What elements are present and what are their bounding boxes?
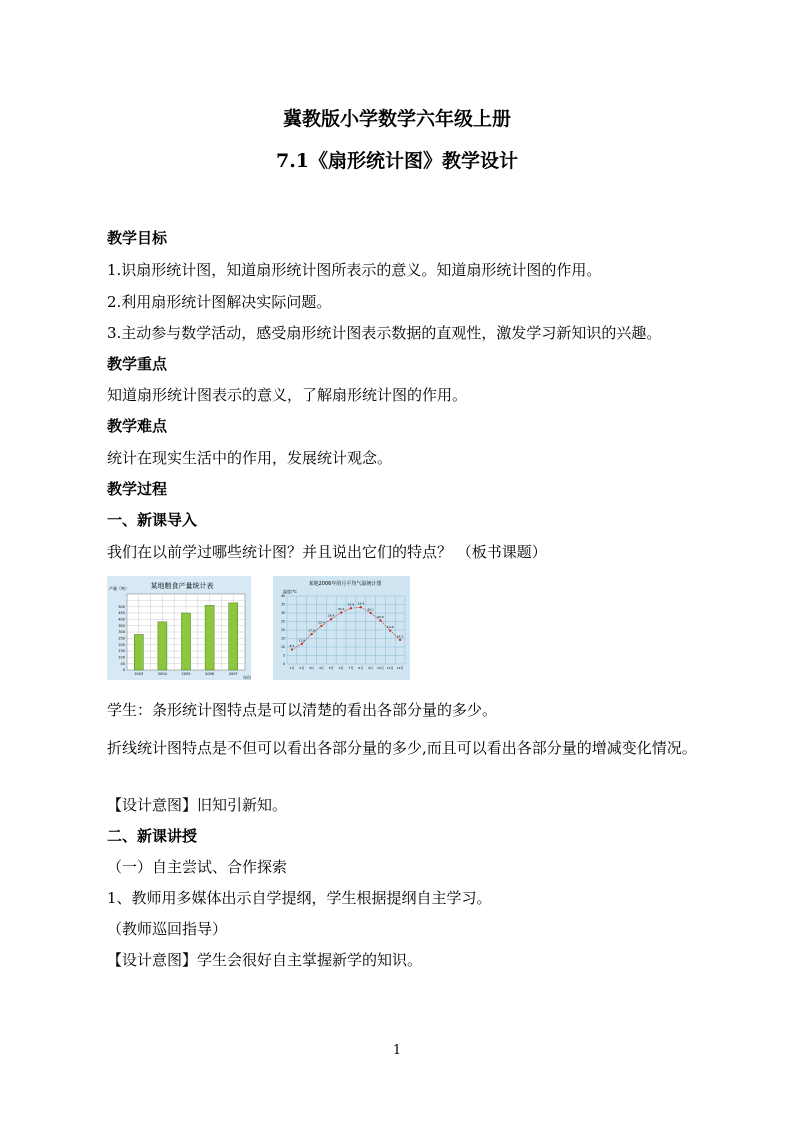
heading-difficulty: 教学难点 <box>107 417 168 435</box>
goal-2: 2.利用扇形统计图解决实际问题。 <box>107 293 332 311</box>
bar-y-tick-label: 150 <box>118 649 125 654</box>
bar-y-tick-label: 300 <box>118 630 125 635</box>
line-data-label: 30.2 <box>337 607 345 612</box>
line-data-label: 22.4 <box>318 620 325 625</box>
bar-y-tick-label: 350 <box>118 623 125 628</box>
page-number: 1 <box>392 1043 402 1058</box>
difficulty-text: 统计在现实生活中的作用，发展统计观念。 <box>107 449 393 467</box>
bar-x-tick-label: 2006 <box>205 672 215 676</box>
line-chart-image <box>273 576 410 680</box>
line-x-tick-label: 5月 <box>328 666 334 670</box>
line-data-label: 30.1 <box>367 607 374 612</box>
line-x-tick-label: 1月 <box>289 666 295 670</box>
line-point <box>340 611 342 613</box>
line-chart <box>273 576 410 680</box>
line-chart-ylabel: 温度/℃ <box>283 589 297 594</box>
line-y-tick-label: 10 <box>280 645 285 650</box>
line-y-tick-label: 15 <box>280 636 285 641</box>
line-point <box>360 606 362 608</box>
doc-subtitle: 7.1《扇形统计图》教学设计 <box>275 150 519 172</box>
line-x-tick-label: 3月 <box>309 666 315 670</box>
line-y-tick-label: 30 <box>280 611 285 616</box>
bar-chart-ylabel: 产量（吨） <box>109 586 129 591</box>
bar-y-tick-label: 400 <box>118 617 125 622</box>
line-point <box>389 629 391 631</box>
bar-y-tick-label: 50 <box>120 661 125 666</box>
part-1-heading: 一、新课导入 <box>107 511 198 529</box>
bar <box>205 605 214 670</box>
line-data-label: 33.4 <box>357 601 365 606</box>
step-1-note: （教师巡回指导） <box>107 920 228 938</box>
line-y-tick-label: 5 <box>282 653 285 658</box>
bar-y-tick-label: 100 <box>118 655 125 660</box>
line-point <box>379 619 381 621</box>
goal-1: 1.识扇形统计图，知道扇形统计图所表示的意义。知道扇形统计图的作用。 <box>107 261 602 279</box>
sub-section-1: （一）自主尝试、合作探索 <box>107 858 288 876</box>
bar-y-tick-label: 0 <box>122 668 125 673</box>
bar <box>158 622 167 670</box>
bar-chart-image <box>107 576 251 680</box>
line-x-tick-label: 11月 <box>386 666 394 670</box>
design-intent-1: 【设计意图】旧知引新知。 <box>107 796 288 814</box>
line-x-tick-label: 6月 <box>338 666 344 670</box>
line-point <box>320 625 322 627</box>
bar-y-tick-label: 500 <box>118 604 125 609</box>
line-data-label: 14.2 <box>396 634 404 639</box>
line-y-tick-label: 20 <box>280 628 285 633</box>
bar <box>229 603 238 670</box>
bar-x-tick-label: 2007 <box>228 672 238 676</box>
line-point <box>399 639 401 641</box>
student-answer: 学生：条形统计图特点是可以清楚的看出各部分量的多少。 <box>107 701 498 719</box>
line-x-tick-label: 2月 <box>299 666 305 670</box>
line-x-tick-label: 9月 <box>368 666 374 670</box>
line-x-tick-label: 10月 <box>377 666 384 670</box>
doc-title: 冀教版小学数学六年级上册 <box>282 108 511 130</box>
line-x-tick-label: 12月 <box>396 666 404 670</box>
line-x-tick-label: 7月 <box>348 666 354 670</box>
bar-chart-title: 某地粮食产量统计表 <box>150 582 214 590</box>
bar-y-tick-label: 250 <box>118 636 125 641</box>
bar-x-tick-label: 2003 <box>134 672 144 676</box>
line-y-tick-label: 25 <box>280 619 285 624</box>
design-intent-2: 【设计意图】学生会很好自主掌握新学的知识。 <box>107 951 423 969</box>
heading-process: 教学过程 <box>107 480 168 498</box>
bar <box>182 613 191 670</box>
line-y-tick-label: 40 <box>280 594 285 599</box>
bar-x-tick-label: 2004 <box>157 672 167 676</box>
line-data-label: 17.6 <box>308 628 315 633</box>
bar-y-tick-label: 200 <box>118 642 125 647</box>
line-data-label: 19.6 <box>386 625 394 630</box>
bar <box>134 635 143 670</box>
key-text: 知道扇形统计图表示的意义，了解扇形统计图的作用。 <box>107 386 468 404</box>
line-x-tick-label: 8月 <box>358 666 364 670</box>
bar-chart-xlabel: 年份 <box>243 675 251 680</box>
line-point <box>369 612 371 614</box>
line-chart-title: 某地2006年的月平均气温统计图 <box>308 581 382 587</box>
bar-y-tick-label: 450 <box>118 611 125 616</box>
line-data-label: 25.6 <box>377 614 384 619</box>
bar-x-tick-label: 2005 <box>181 672 191 676</box>
heading-goals: 教学目标 <box>107 229 168 247</box>
question-text: 我们在以前学过哪些统计图？并且说出它们的特点？ （板书课题） <box>107 543 547 561</box>
line-point <box>350 607 352 609</box>
bar-chart <box>107 576 251 680</box>
line-data-label: 8.5 <box>289 644 295 649</box>
line-data-label: 11.8 <box>298 638 306 643</box>
step-1: 1、教师用多媒体出示自学提纲，学生根据提纲自主学习。 <box>107 889 492 907</box>
part-2-heading: 二、新课讲授 <box>107 827 198 845</box>
line-point <box>291 648 293 650</box>
line-x-tick-label: 4月 <box>318 666 324 670</box>
line-data-label: 26.4 <box>327 613 335 618</box>
heading-key: 教学重点 <box>107 355 168 373</box>
line-data-label: 32.8 <box>347 602 355 607</box>
line-y-tick-label: 35 <box>280 602 285 607</box>
line-point <box>301 643 303 645</box>
line-chart-feature: 折线统计图特点是不但可以看出各部分量的多少,而且可以看出各部分量的增减变化情况。 <box>107 739 697 757</box>
line-point <box>330 618 332 620</box>
line-y-tick-label: 0 <box>282 662 285 667</box>
line-point <box>310 633 312 635</box>
goal-3: 3.主动参与数学活动，感受扇形统计图表示数据的直观性，激发学习新知识的兴趣。 <box>107 324 662 342</box>
